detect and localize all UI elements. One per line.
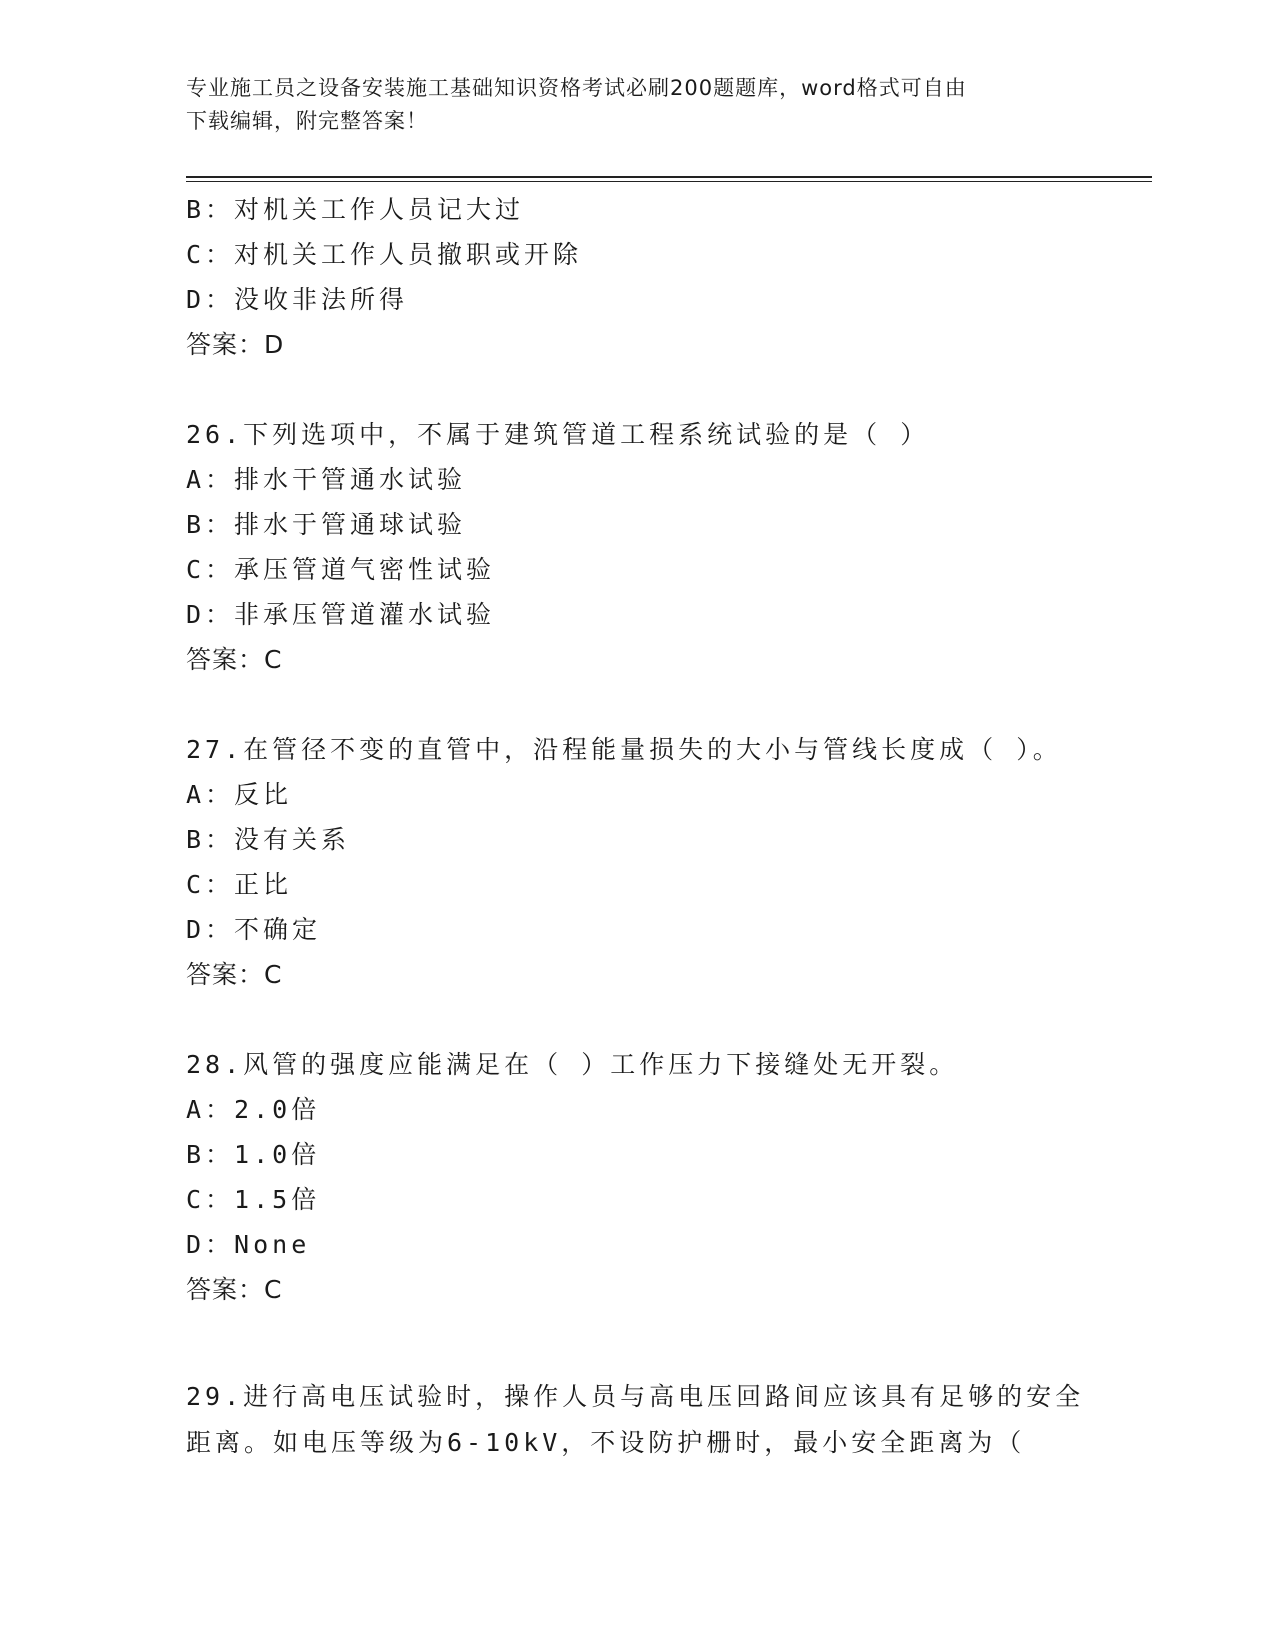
q27-answer: 答案：C (186, 960, 283, 989)
q28-answer: 答案：C (186, 1275, 283, 1304)
q26-question: 26.下列选项中，不属于建筑管道工程系统试验的是（ ） (186, 420, 930, 449)
q25-option-d: D：没收非法所得 (186, 285, 409, 314)
q27-option-b: B：没有关系 (186, 825, 351, 854)
document-header (186, 72, 1066, 138)
q25-option-c: C：对机关工作人员撤职或开除 (186, 240, 583, 269)
header-rule-thin (186, 181, 1152, 182)
q27-option-a: A：反比 (186, 780, 293, 809)
q28-option-d: D：None (186, 1230, 311, 1259)
q27-option-d: D：不确定 (186, 915, 322, 944)
q29-question (186, 1374, 1086, 1466)
header-rule-thick (186, 176, 1152, 178)
header-line-2: 下载编辑，附完整答案！ (186, 109, 428, 133)
q28-option-a: A：2.0倍 (186, 1095, 321, 1124)
q28-option-c: C：1.5倍 (186, 1185, 321, 1214)
q27-question: 27.在管径不变的直管中，沿程能量损失的大小与管线长度成（ ）。 (186, 735, 1062, 764)
q28-option-b: B：1.0倍 (186, 1140, 321, 1169)
q27-option-c: C：正比 (186, 870, 293, 899)
header-line-1: 专业施工员之设备安装施工基础知识资格考试必刷200题题库，word格式可自由 (186, 76, 967, 100)
q29-question-line-1: 29.进行高电压试验时，操作人员与高电压回路间应该具有足够的安全 (186, 1382, 1085, 1411)
q29-question-line-2: 距离。如电压等级为6-10kV，不设防护栅时，最小安全距离为（ (186, 1428, 1026, 1457)
q26-option-d: D：非承压管道灌水试验 (186, 600, 496, 629)
q26-option-c: C：承压管道气密性试验 (186, 555, 496, 584)
q25-option-b: B：对机关工作人员记大过 (186, 195, 525, 224)
q25-answer: 答案：D (186, 330, 285, 359)
q26-option-a: A：排水干管通水试验 (186, 465, 467, 494)
q26-option-b: B：排水于管通球试验 (186, 510, 467, 539)
q28-question: 28.风管的强度应能满足在（ ）工作压力下接缝处无开裂。 (186, 1050, 959, 1079)
q26-answer: 答案：C (186, 645, 283, 674)
